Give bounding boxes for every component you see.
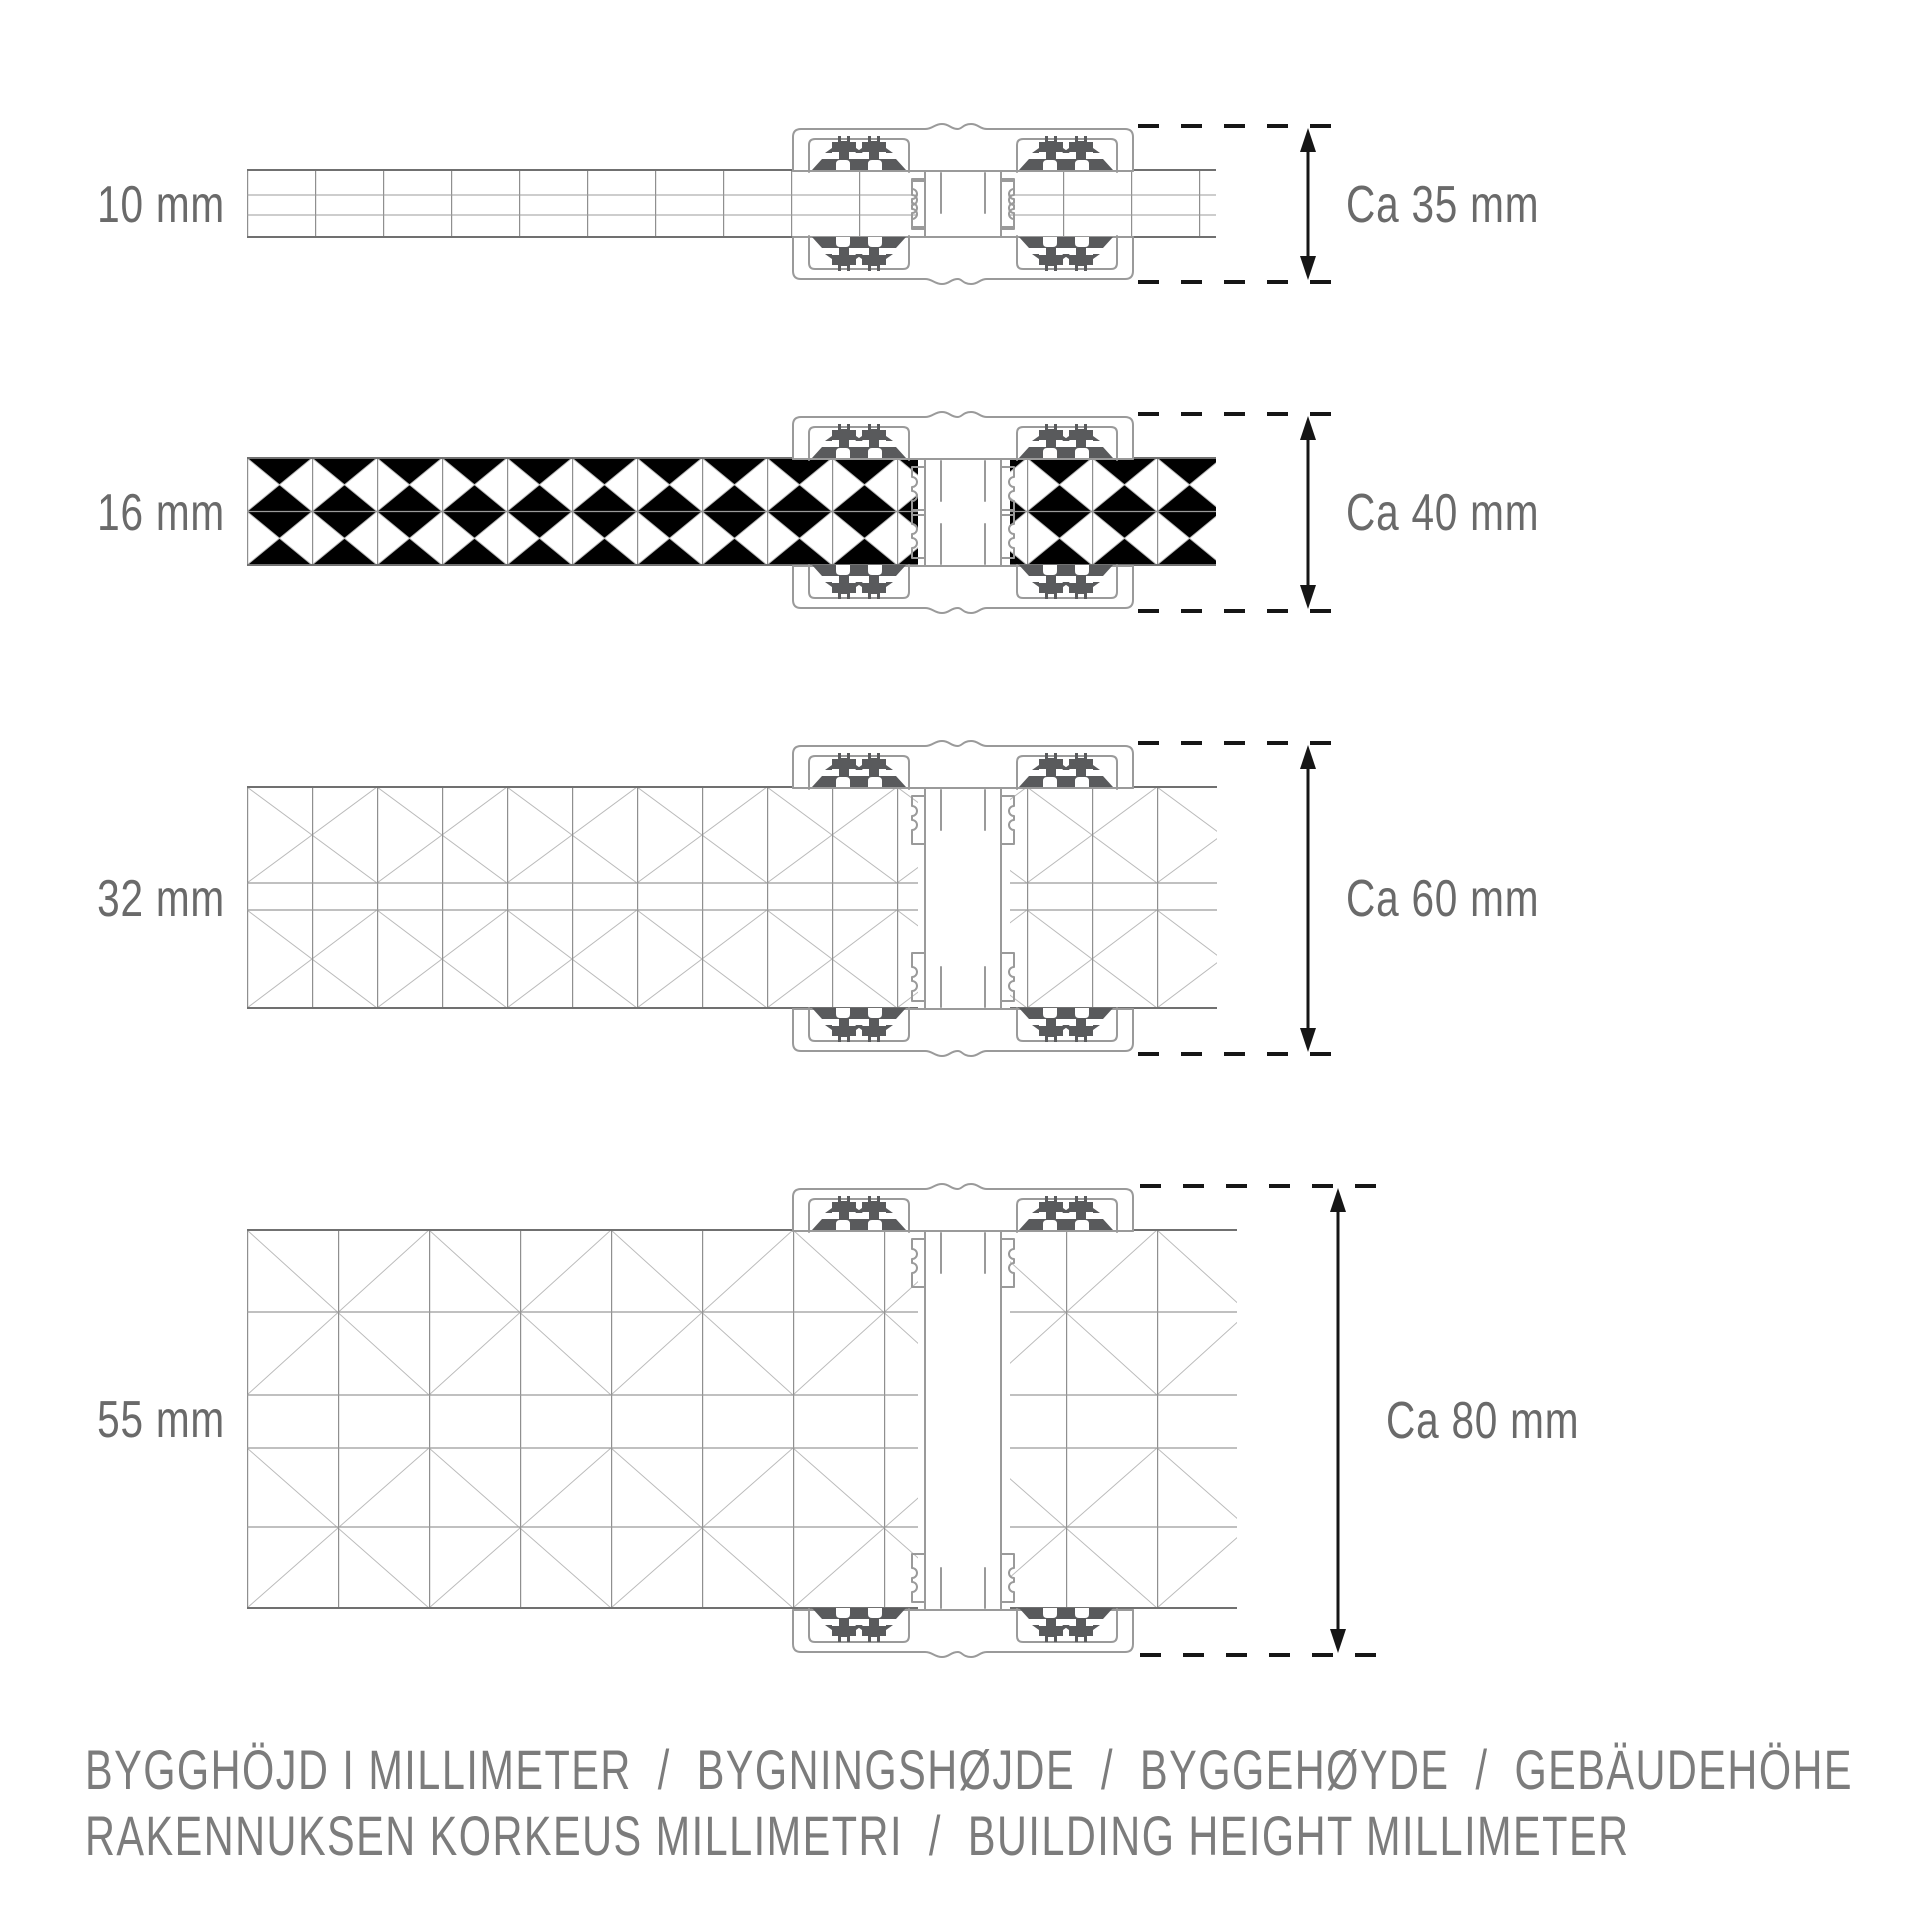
panel-right-drawing: [1010, 458, 1216, 565]
caption-line-2: RAKENNUKSEN KORKEUS MILLIMETRI / BUILDING HEIGHT MILLIMETER: [85, 1804, 1630, 1868]
dimension-arrow: [1330, 1188, 1346, 1653]
panel-right-drawing: [1010, 787, 1217, 1008]
panel-right-drawing: [1010, 1230, 1237, 1608]
build-height-label: Ca 80 mm: [1386, 1391, 1580, 1450]
row-32mm: [97, 741, 1539, 1056]
thickness-label: 16 mm: [97, 483, 225, 542]
dimension-arrow: [1300, 416, 1316, 609]
row-55mm: [97, 1184, 1579, 1657]
row-16mm: [97, 412, 1539, 613]
dimension-arrow: [1300, 128, 1316, 280]
panel-left-drawing: [247, 787, 918, 1008]
panel-left-drawing: [247, 1230, 918, 1608]
caption-line-1: BYGGHÖJD I MILLIMETER / BYGNINGSHØJDE / BYGGEHØYDE / GEBÄUDEHÖHE: [85, 1738, 1854, 1802]
panel-right-drawing: [1010, 170, 1216, 237]
build-height-label: Ca 35 mm: [1346, 175, 1540, 234]
build-height-label: Ca 40 mm: [1346, 483, 1540, 542]
row-10mm: [97, 124, 1539, 284]
thickness-label: 32 mm: [97, 869, 225, 928]
dimension-arrow: [1300, 745, 1316, 1052]
build-height-label: Ca 60 mm: [1346, 869, 1540, 928]
thickness-label: 55 mm: [97, 1390, 225, 1449]
panel-left-drawing: [247, 458, 918, 565]
panel-left-drawing: [247, 170, 918, 237]
thickness-label: 10 mm: [97, 175, 225, 234]
